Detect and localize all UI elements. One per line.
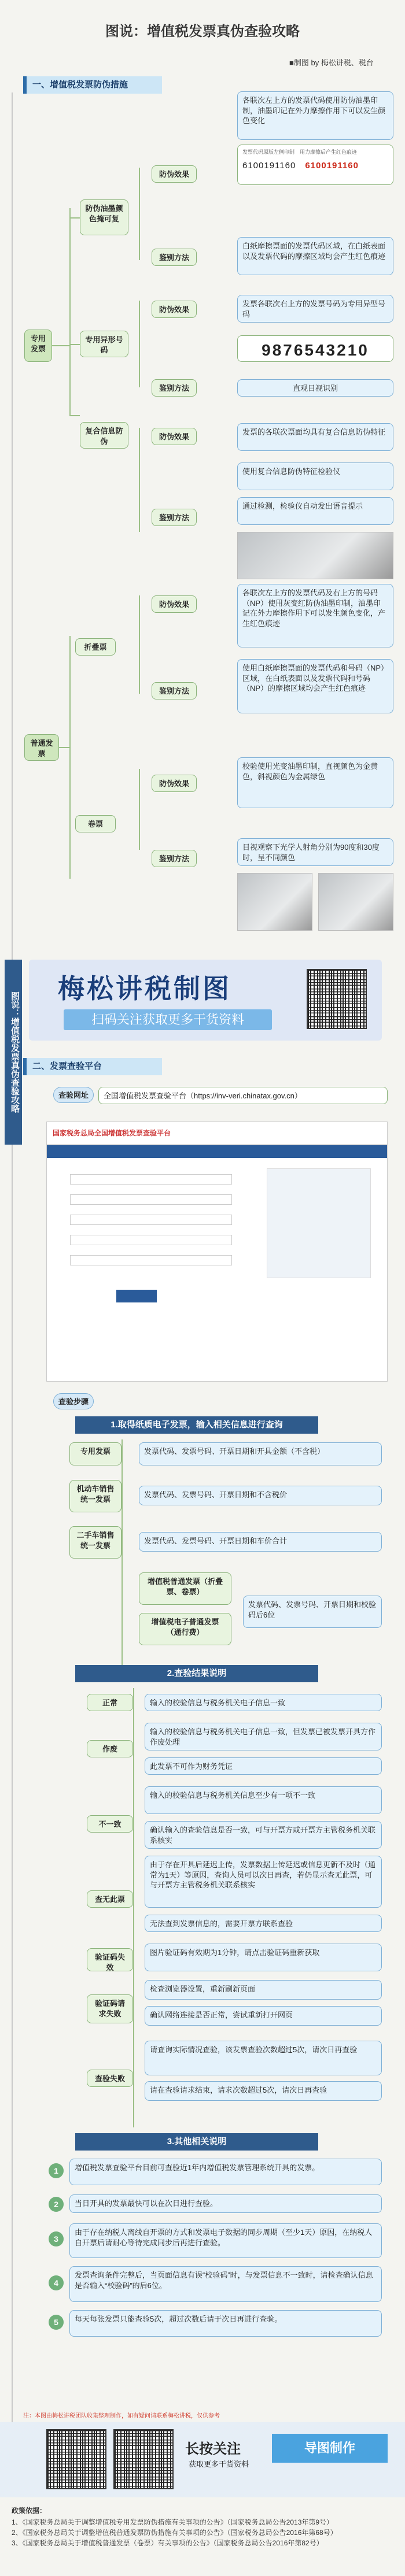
roll-sample-photo-2	[318, 873, 393, 931]
row-value: 发票代码、发票号码、开票日期和开具金额（不含税）	[139, 1442, 382, 1465]
connector	[139, 769, 140, 850]
result-key: 验证码请求失败	[87, 1994, 133, 2023]
connector	[69, 208, 71, 416]
result-value: 图片验证码有效期为1分钟，请点击验证码重新获取	[145, 1944, 382, 1971]
connector	[59, 747, 69, 748]
row-value: 发票代码、发票号码、开票日期和车价合计	[139, 1532, 382, 1552]
note: 当日开具的发票最快可以在次日进行查验。	[69, 2194, 382, 2213]
screen-input	[70, 1235, 232, 1245]
policy-item: 3、《国家税务总局关于增值税普通发票（卷票）有关事项的公告》（国家税务总局公告2016年第82号）	[12, 2539, 323, 2547]
folded-method-text: 使用白纸摩擦票面的发票代码和号码（NP）区域，在白纸表面以及发票代码和号码（NP）的摩擦区域均会产生红色痕迹	[237, 659, 393, 713]
screen-side-panel	[267, 1168, 371, 1278]
step2-heading: 2.查验结果说明	[75, 1665, 318, 1682]
result-value: 由于存在开具后延迟上传，发票数据上传延迟或信息更新不及时（通常为1天）等原因，查询人员可以次日再查，若仍显示查无此票，可与开票方主管税务机关联系核实	[145, 1856, 382, 1908]
composite-method-text: 使用复合信息防伪特征检验仪	[237, 462, 393, 490]
connector	[139, 301, 140, 387]
footnote: 注：本图由梅松讲税团队收集整理制作，如有疑问请联系梅松讲税，仅供参考	[23, 2413, 220, 2419]
result-value: 无法查到发票信息的，需要开票方联系查验	[145, 1915, 382, 1932]
credit: ■制图 by 梅松讲税、税台	[289, 58, 374, 67]
result-value: 请查询实际情况查验，该发票查验次数超过5次，请次日再查验	[145, 2041, 382, 2075]
ink-effect-text: 各联次左上方的发票代码使用防伪油墨印制，油墨印记在外力摩擦作用下可以发生颜色变化	[237, 91, 393, 140]
row-key: 增值税电子普通发票（通行费）	[139, 1613, 231, 1645]
row-key: 增值税普通发票（折叠票、卷票）	[139, 1572, 231, 1605]
anti-ink-node: 防伪油墨颜色掩可复	[80, 199, 128, 235]
platform-screenshot	[46, 1122, 388, 1382]
note: 发票查询条件完整后，当页面信息有误“校验码”时，与发票信息不一致时，请检查确认信息是否输入“校验码”的后6位。	[69, 2266, 382, 2302]
code-sample: 发票代码原版左侧印制 用力摩擦后产生红色痕迹 6100191160 6100191160	[237, 145, 393, 185]
note-number: 1	[49, 2163, 64, 2178]
policy-item: 1、《国家税务总局关于调整增值税专用发票防伪措施有关事项的公告》（国家税务总局公告2013年第9号）	[12, 2518, 334, 2526]
screen-input	[70, 1215, 232, 1225]
screen-header: 国家税务总局全国增值税发票查验平台	[47, 1122, 387, 1145]
screen-input	[70, 1174, 232, 1185]
note-number: 3	[49, 2231, 64, 2246]
header	[0, 0, 405, 40]
effect-label: 防伪效果	[152, 775, 197, 792]
code-effect-text: 发票各联次右上方的发票号码为专用异型号码	[237, 295, 393, 323]
effect-label: 防伪效果	[152, 595, 197, 613]
note: 由于存在纳税人离线自开票的方式和发票电子数据的同步周期（至少1天）原因，在纳税人自开票后请耐心等待完成同步后再进行查验。	[69, 2223, 382, 2258]
row-value: 发票代码、发票号码、开票日期和不含税价	[139, 1486, 382, 1505]
ordinary-invoice-node: 普通发票	[24, 734, 59, 761]
connector	[69, 344, 80, 345]
connector	[52, 345, 69, 346]
method-label: 鉴别方法	[152, 379, 197, 397]
page-title: 图说：增值税发票真伪查验攻略	[105, 24, 300, 39]
follow-subtitle: 获取更多干货资料	[189, 2460, 249, 2468]
qr-code-icon[interactable]	[113, 2429, 174, 2489]
special-code-node: 专用异形号码	[80, 331, 128, 357]
banner-subtitle: 扫码关注获取更多干货资料	[64, 1009, 272, 1030]
brand-banner	[29, 960, 382, 1041]
row-value: 发票代码、发票号码、开票日期和校验码后6位	[243, 1596, 382, 1628]
note-number: 2	[49, 2197, 64, 2212]
effect-label: 防伪效果	[152, 165, 197, 183]
section-1-heading: 一、增值税发票防伪措施	[23, 76, 162, 94]
connector	[69, 415, 80, 416]
method-label: 鉴别方法	[152, 509, 197, 526]
result-value: 输入的校验信息与税务机关信息至少有一项不一致	[145, 1786, 382, 1814]
connector	[69, 217, 80, 219]
roll-method-text: 目视观察下光学人射角分别为90度和30度时，呈不同颜色	[237, 838, 393, 866]
roll-node: 卷票	[75, 815, 116, 832]
qr-code-icon[interactable]	[307, 969, 367, 1029]
special-number-sample: 9876543210	[237, 335, 393, 362]
url-label: 查验网址	[53, 1087, 94, 1103]
connector	[122, 1439, 123, 1682]
composite-method-text-2: 通过检测，检验仪自动发出语音提示	[237, 497, 393, 525]
note: 每天每张发票只能查验5次，超过次数后请于次日再进行查验。	[69, 2310, 382, 2337]
qr-code-icon[interactable]	[46, 2429, 106, 2489]
result-value: 检查浏览器设置，重新刷新页面	[145, 1980, 382, 2000]
ink-method-text: 白纸摩擦票面的发票代码区域，在白纸表面以及发票代码的摩擦区域均会产生红色痕迹	[237, 237, 393, 275]
platform-url-link[interactable]: 全国增值税发票查验平台（https://inv-veri.chinatax.gov.cn）	[98, 1087, 388, 1104]
roll-effect-text: 校验使用光变油墨印制，直视颜色为金黄色，斜视颜色为金属绿色	[237, 757, 393, 808]
effect-label: 防伪效果	[152, 301, 197, 318]
screen-input	[70, 1194, 232, 1205]
banner-title: 梅松讲税制图	[58, 974, 231, 1004]
row-key: 专用发票	[69, 1442, 122, 1465]
note: 增值税发票查验平台目前可查验近1年内增值税发票管理系统开具的发票。	[69, 2159, 382, 2185]
policy-title: 政策依据：	[12, 2507, 47, 2515]
connector	[133, 1688, 134, 2127]
spine	[12, 92, 13, 2474]
result-value: 输入的校验信息与税务机关电子信息一致，但发票已被发票开具方作作废处理	[145, 1723, 382, 1750]
section-2-heading: 二、发票查验平台	[23, 1058, 162, 1075]
result-key: 验证码失效	[87, 1948, 133, 1971]
follow-title: 长按关注	[185, 2441, 241, 2457]
note-number: 5	[49, 2315, 64, 2330]
policy-block	[12, 2505, 393, 2548]
connector	[139, 595, 140, 694]
screen-input	[70, 1255, 232, 1265]
result-key: 不一致	[87, 1815, 133, 1833]
folded-effect-text: 各联次左上方的发票代码及右上方的号码（NP）使用灰变红防伪油墨印制，油墨印记在外力摩擦作用下可以发生颜色变化，产生红色痕迹	[237, 584, 393, 647]
policy-item: 2、《国家税务总局关于调整增值税普通发票防伪措施有关事项的公告》（国家税务总局公告2016年第68号）	[12, 2529, 337, 2537]
composite-node: 复合信息防伪	[80, 422, 128, 449]
special-invoice-node: 专用发票	[24, 330, 52, 362]
screen-nav-bar	[47, 1145, 387, 1158]
steps-label: 查验步骤	[53, 1393, 94, 1409]
method-label: 鉴别方法	[152, 682, 197, 699]
effect-label: 防伪效果	[152, 428, 197, 445]
code-method-text: 直观目视识别	[237, 379, 393, 397]
result-value: 确认输入的查验信息是否一致，可与开票方或开票方主管税务机关联系核实	[145, 1821, 382, 1849]
connector	[69, 636, 71, 879]
method-label: 鉴别方法	[152, 850, 197, 867]
guide-button[interactable]: 导图制作	[272, 2434, 388, 2463]
roll-sample-photo-1	[237, 873, 312, 931]
step3-heading: 3.其他相关说明	[75, 2133, 318, 2151]
result-key: 正常	[87, 1694, 133, 1711]
step1-heading: 1.取得纸质电子发票，输入相关信息进行查询	[75, 1416, 318, 1434]
composite-effect-text: 发票的各联次票面均具有复合信息防伪特征	[237, 423, 393, 451]
result-key: 作废	[87, 1740, 133, 1757]
result-key: 查无此票	[87, 1890, 133, 1908]
result-value: 确认网络连接是否正常，尝试重新打开网页	[145, 2006, 382, 2026]
vertical-title: 图说：增值税发票真伪查验攻略	[5, 960, 22, 1145]
connector	[139, 168, 140, 260]
row-key: 机动车销售统一发票	[69, 1480, 122, 1512]
row-key: 二手车销售统一发票	[69, 1526, 122, 1559]
result-value: 请在查验请求结束，请求次数超过5次，请次日再查验	[145, 2081, 382, 2101]
result-key: 查验失败	[87, 2070, 133, 2087]
note-number: 4	[49, 2275, 64, 2290]
footer	[0, 2422, 405, 2497]
method-label: 鉴别方法	[152, 249, 197, 266]
folded-node: 折叠票	[75, 638, 116, 656]
connector	[139, 428, 140, 532]
scanner-photo	[237, 532, 393, 579]
screen-button	[116, 1290, 157, 1302]
result-value: 此发票不可作为财务凭证	[145, 1757, 382, 1775]
result-value: 输入的校验信息与税务机关电子信息一致	[145, 1694, 382, 1711]
